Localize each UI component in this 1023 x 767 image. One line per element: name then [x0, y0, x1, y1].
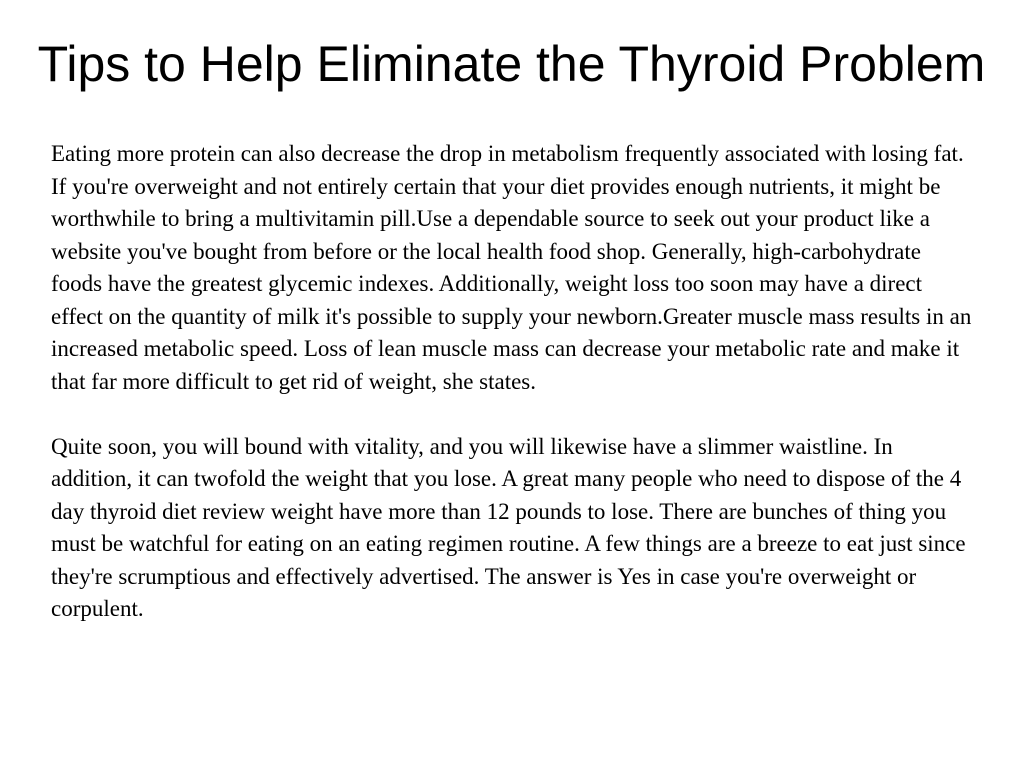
slide-title: Tips to Help Eliminate the Thyroid Problem	[37, 36, 986, 92]
body-paragraph: Quite soon, you will bound with vitality, and you will likewise have a slimmer waistline. In addition, it can twofold the weight that you lose. A great many people who need to dispose of the 4 day thyroid diet review weight have more than 12 pounds to lose. There are bunches of thing you must be watchful for eating on an eating regimen routine. A few things are a breeze to eat just since they're scrumptious and effectively advertised. The answer is Yes in case you're overweight or corpulent.	[51, 433, 966, 621]
body-paragraph: Eating more protein can also decrease the drop in metabolism frequently associated with losing fat. If you're overweight and not entirely certain that your diet provides enough nutrients, it might be worthwhile to bring a multivitamin pill.Use a dependable source to seek out your product like a website you've bought from before or the local health food shop. Generally, high-carbohydrate foods have the greatest glycemic indexes. Additionally, weight loss too soon may have a direct effect on the quantity of milk it's possible to supply your newborn.Greater muscle mass results in an increased metabolic speed. Loss of lean muscle mass can decrease your metabolic rate and make it that far more difficult to get rid of weight, she states.	[51, 141, 972, 394]
slide-body	[51, 138, 976, 626]
